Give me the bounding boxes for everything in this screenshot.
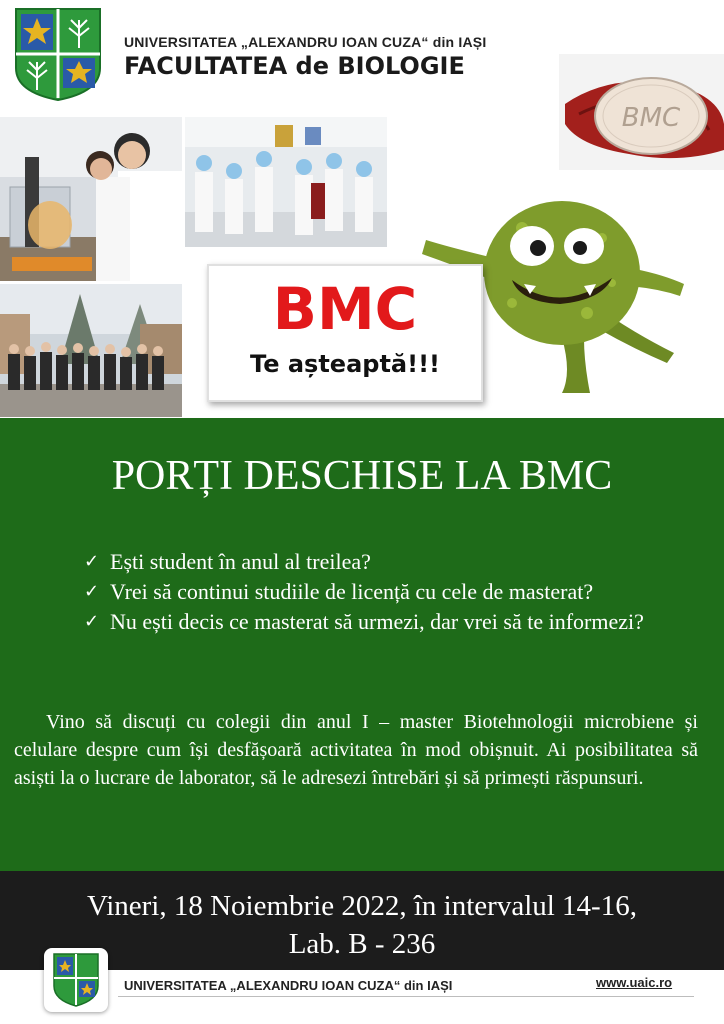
event-room: Lab. B - 236 xyxy=(288,928,436,960)
question-list xyxy=(84,548,704,638)
petri-dish-text: BMC xyxy=(621,103,681,133)
list-item xyxy=(84,548,704,575)
checkmark-icon: ✓ xyxy=(84,581,100,602)
event-date: Vineri, 18 Noiembrie 2022, în intervalul 14-16, xyxy=(87,890,637,922)
question-text: Vrei să continui studiile de licență cu cele de masterat? xyxy=(110,579,594,604)
description-paragraph: Vino să discuți cu colegii din anul I – master Biotehnologii microbiene și celulare despre cum își desfășoară activitatea în mod obișnuit. Ai posibilitatea să asiști la o lucrare de laborator, să le adresezi întrebări și să primești răspunsuri. xyxy=(14,711,698,789)
list-item xyxy=(84,608,704,635)
group-outdoor-photo xyxy=(0,284,182,417)
university-name: UNIVERSITATEA „ALEXANDRU IOAN CUZA“ din IAȘI xyxy=(124,34,487,50)
footer-university-name: UNIVERSITATEA „ALEXANDRU IOAN CUZA“ din IAȘI xyxy=(124,978,453,993)
lab-visitors-photo xyxy=(185,117,387,247)
main-title: PORȚI DESCHISE LA BMC xyxy=(111,453,613,499)
faculty-name: FACULTATEA de BIOLOGIE xyxy=(124,52,465,80)
question-text: Ești student în anul al treilea? xyxy=(110,549,371,574)
university-crest-icon xyxy=(13,6,103,102)
petri-dish-photo xyxy=(559,54,724,170)
bmc-sign xyxy=(207,264,483,402)
sign-subtitle: Te așteaptă!!! xyxy=(250,350,440,378)
list-item xyxy=(84,578,704,605)
lab-bioreactor-photo xyxy=(0,117,182,281)
sign-title: BMC xyxy=(272,275,418,343)
footer-crest-icon xyxy=(44,948,108,1012)
question-text: Nu ești decis ce masterat să urmezi, dar vrei să te informezi? xyxy=(110,609,644,634)
checkmark-icon: ✓ xyxy=(84,611,100,632)
website-link[interactable]: www.uaic.ro xyxy=(596,975,673,990)
footer-divider xyxy=(118,996,694,997)
checkmark-icon: ✓ xyxy=(84,551,100,572)
